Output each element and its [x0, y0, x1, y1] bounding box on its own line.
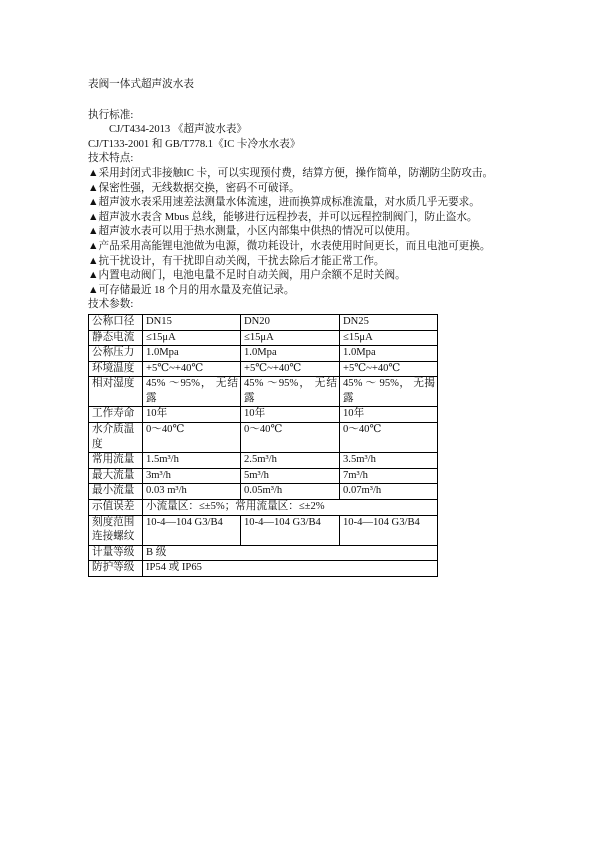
table-row: [89, 314, 438, 330]
param-label: 计量等级: [89, 545, 143, 561]
param-label: 水介质温度: [89, 423, 143, 453]
param-label: 最大流量: [89, 468, 143, 484]
param-value: 10年: [143, 407, 241, 423]
table-row: [89, 453, 438, 469]
param-value: ≤15μA: [241, 330, 340, 346]
param-value: 0.07m³/h: [340, 484, 438, 500]
param-value: +5℃~+40℃: [241, 361, 340, 377]
table-row: [89, 330, 438, 346]
param-value: 45% ～95%， 无结露: [241, 377, 340, 407]
param-value: 3m³/h: [143, 468, 241, 484]
param-value: 0.03 m³/h: [143, 484, 241, 500]
param-label: 防护等级: [89, 561, 143, 577]
feature-item: ▲保密性强，无线数据交换，密码不可破译。: [88, 182, 300, 194]
features-heading: 技术特点:: [88, 153, 134, 165]
feature-item: ▲产品采用高能锂电池做为电源，微功耗设计，水表使用时间更长，而且电池可更换。: [88, 240, 491, 252]
param-label: 工作寿命: [89, 407, 143, 423]
param-value: 10年: [241, 407, 340, 423]
param-value: 1.0Mpa: [241, 346, 340, 362]
table-row: [89, 545, 438, 561]
param-label: 环境温度: [89, 361, 143, 377]
feature-item: ▲超声波水表可以用于热水测量，小区内部集中供热的情况可以使用。: [88, 226, 417, 238]
param-value: 2.5m³/h: [241, 453, 340, 469]
param-value: +5℃~+40℃: [340, 361, 438, 377]
table-row: [89, 423, 438, 453]
table-row: [89, 377, 438, 407]
table-row: [89, 500, 438, 516]
standard-cjt133-gbt778: CJ/T133-2001 和 GB/T778.1《IC 卡冷水水表》: [88, 138, 301, 150]
param-value: 3.5m³/h: [340, 453, 438, 469]
feature-item: ▲可存储最近 18 个月的用水量及充值记录。: [88, 284, 295, 296]
param-value: 10-4—104 G3/B4: [340, 515, 438, 545]
param-label: 静态电流: [89, 330, 143, 346]
param-value: 小流量区：≤±5%；常用流量区：≤±2%: [143, 500, 438, 516]
table-row: [89, 484, 438, 500]
param-label: 示值误差: [89, 500, 143, 516]
param-value: 0.05m³/h: [241, 484, 340, 500]
param-value: 7m³/h: [340, 468, 438, 484]
param-value: 10-4—104 G3/B4: [241, 515, 340, 545]
param-label: 公称压力: [89, 346, 143, 362]
param-value: 0～40℃: [143, 423, 241, 453]
params-heading: 技术参数:: [88, 299, 134, 311]
param-label: 最小流量: [89, 484, 143, 500]
param-value: ≤15μA: [143, 330, 241, 346]
param-value: 10-4—104 G3/B4: [143, 515, 241, 545]
param-value: +5℃~+40℃: [143, 361, 241, 377]
table-row: [89, 515, 438, 545]
param-value: 45% ～95%， 无结露: [143, 377, 241, 407]
param-value: 10年: [340, 407, 438, 423]
table-row: [89, 407, 438, 423]
document-title: 表阀一体式超声波水表: [88, 79, 194, 90]
feature-item: ▲抗干扰设计，有干扰即自动关阀，干扰去除后才能正常工作。: [88, 255, 385, 267]
params-table: [88, 314, 438, 577]
param-value: 0～40℃: [241, 423, 340, 453]
feature-item: ▲超声波水表含 Mbus 总线，能够进行远程抄表，并可以远程控制阀门，防止盗水。: [88, 211, 478, 223]
param-value: DN20: [241, 314, 340, 330]
param-value: DN15: [143, 314, 241, 330]
param-value: B 级: [143, 545, 438, 561]
param-value: DN25: [340, 314, 438, 330]
param-value: 45% ～ 95%， 无揭露: [340, 377, 438, 407]
param-value: 1.0Mpa: [340, 346, 438, 362]
param-value: 5m³/h: [241, 468, 340, 484]
param-label: 公称口径: [89, 314, 143, 330]
param-value: 1.5m³/h: [143, 453, 241, 469]
param-value: 1.0Mpa: [143, 346, 241, 362]
table-row: [89, 561, 438, 577]
standard-cjt434: CJ/T434-2013 《超声波水表》: [109, 124, 248, 136]
feature-item: ▲采用封闭式非接触IC 卡，可以实现预付费，结算方便，操作简单，防潮防尘防攻击。: [88, 167, 494, 179]
param-label: 相对湿度: [89, 377, 143, 407]
document-page: [88, 78, 508, 577]
feature-item: ▲内置电动阀门，电池电量不足时自动关阀，用户余额不足时关阀。: [88, 270, 406, 282]
table-row: [89, 346, 438, 362]
param-value: 0～40℃: [340, 423, 438, 453]
table-row: [89, 468, 438, 484]
standards-heading: 执行标准:: [88, 109, 134, 121]
param-label: 刻度范围连接螺纹: [89, 515, 143, 545]
param-value: IP54 或 IP65: [143, 561, 438, 577]
param-label: 常用流量: [89, 453, 143, 469]
feature-item: ▲超声波水表采用速差法测量水体流速，进而换算成标准流量，对水质几乎无要求。: [88, 197, 480, 209]
param-value: ≤15μA: [340, 330, 438, 346]
table-row: [89, 361, 438, 377]
